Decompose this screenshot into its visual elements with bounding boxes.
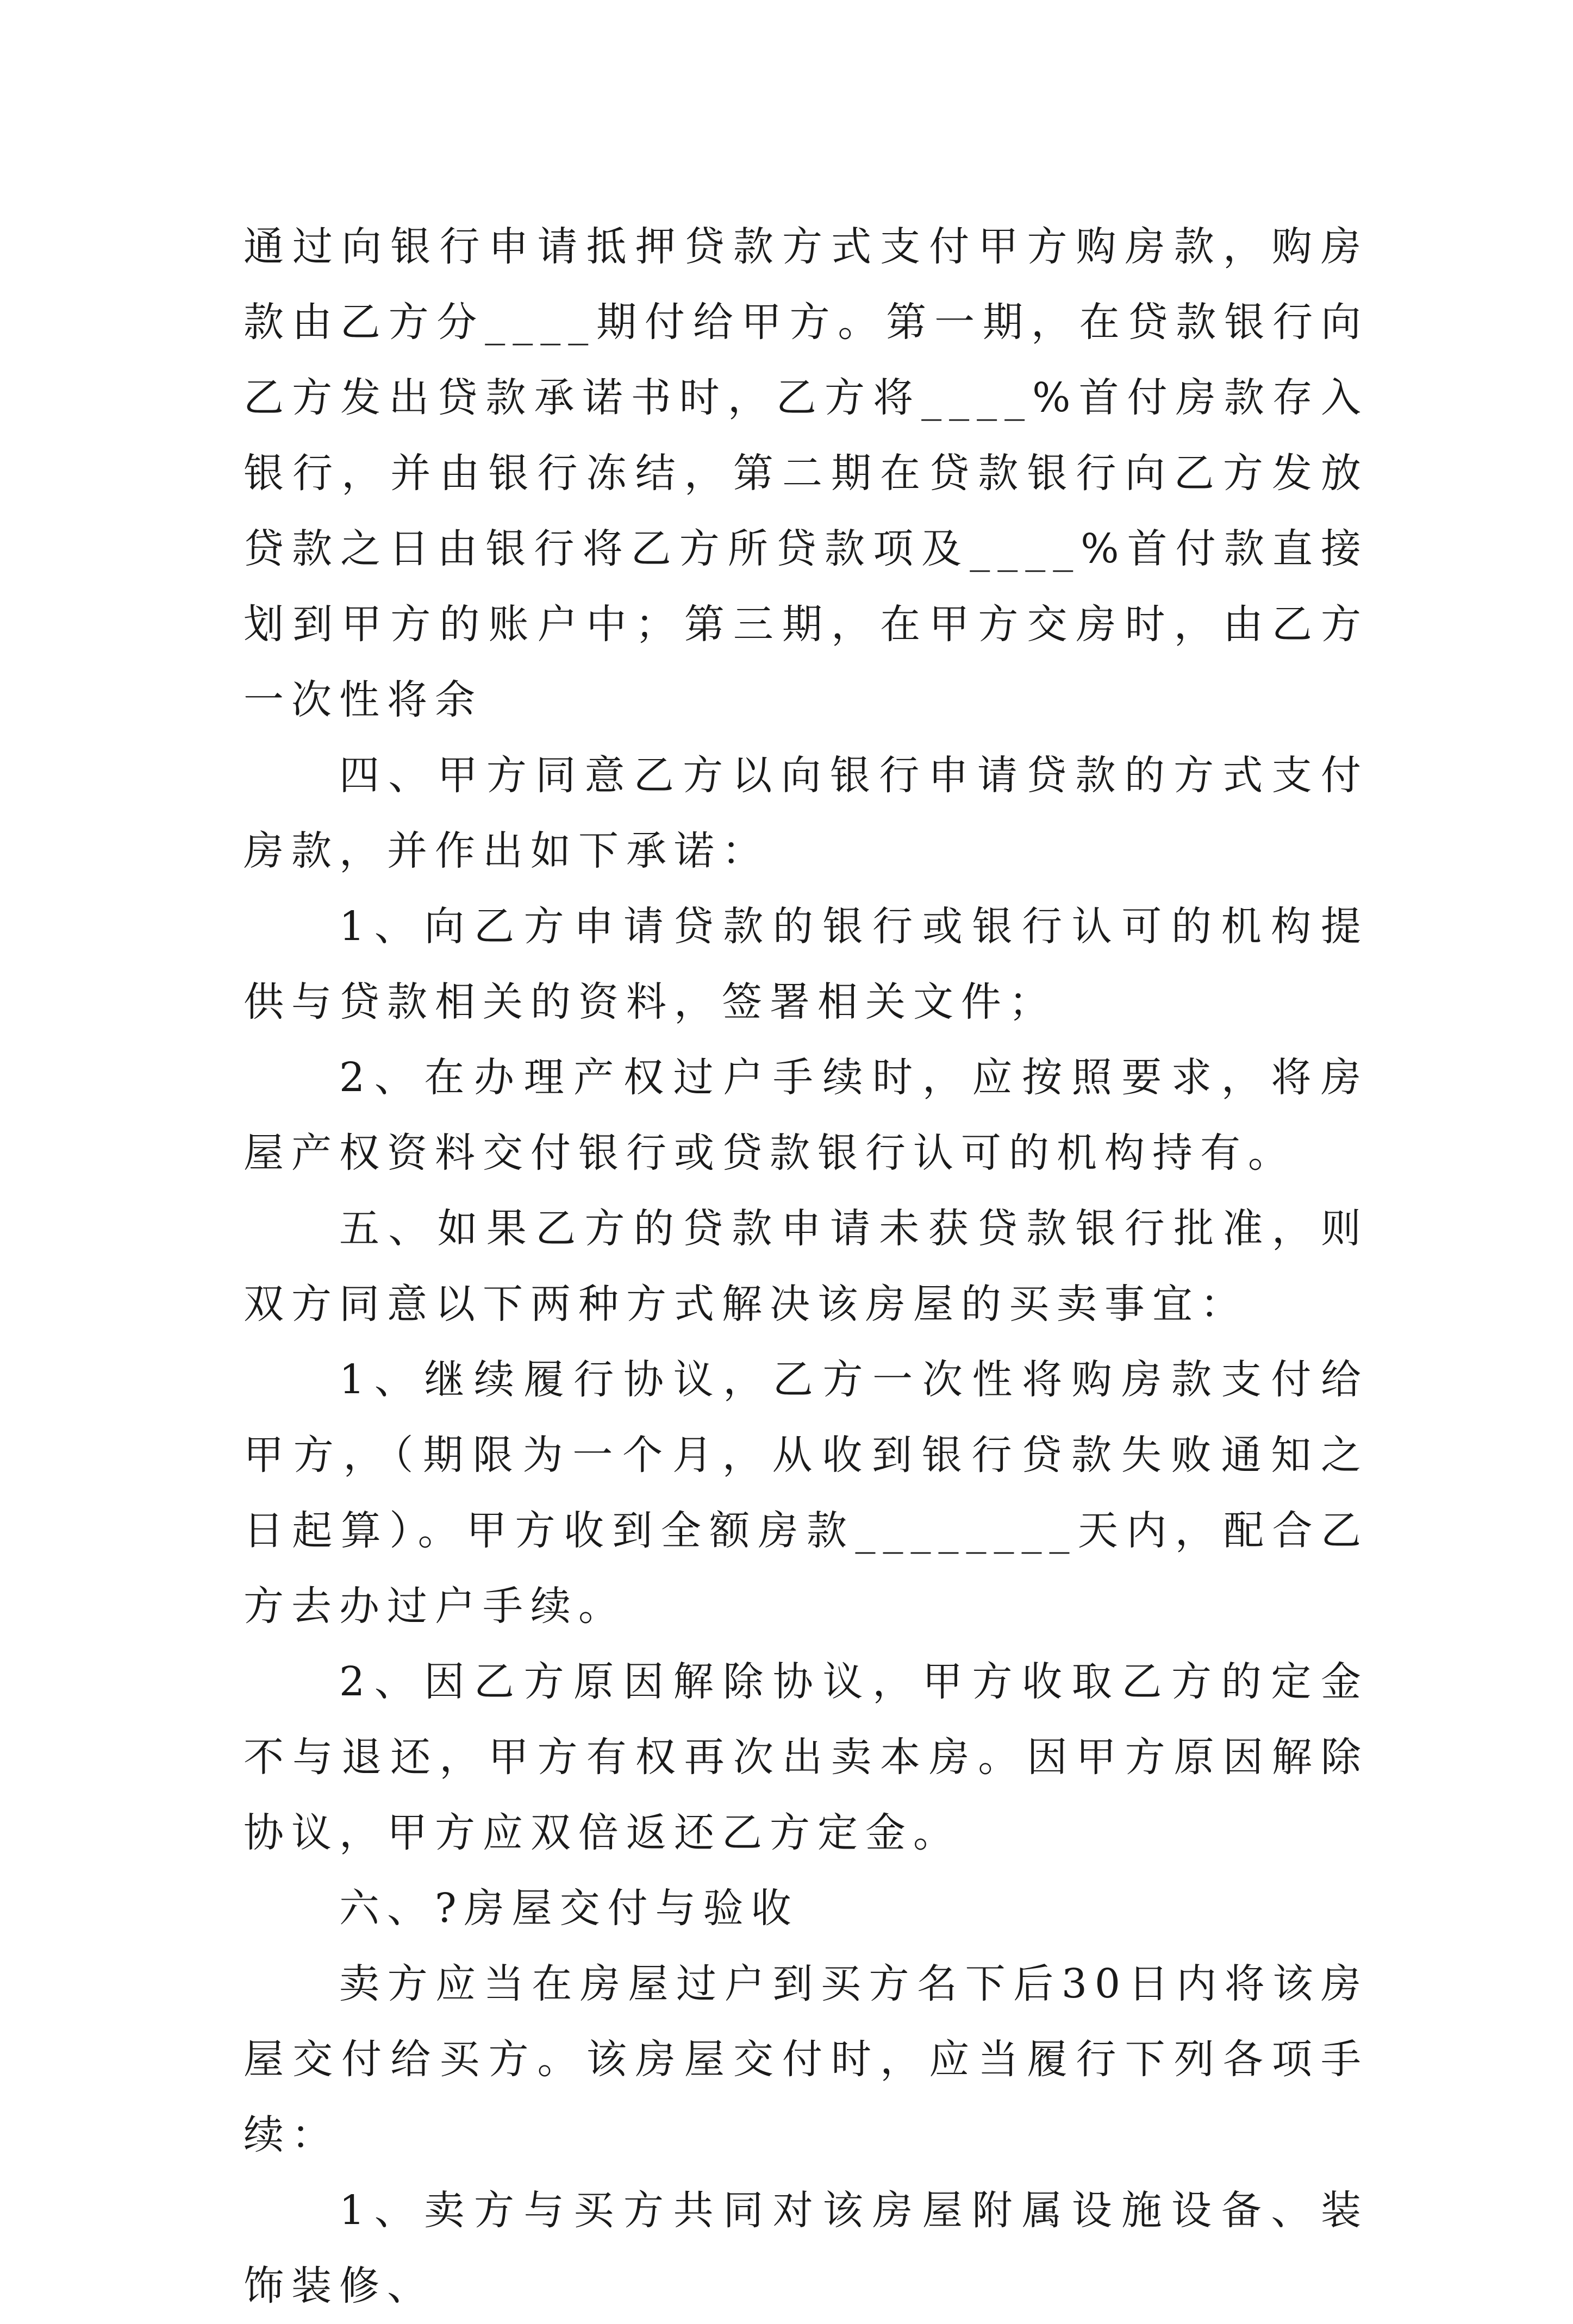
paragraph-section-four-item-2: 2、在办理产权过户手续时，应按照要求，将房屋产权资料交付银行或贷款银行认可的机构持有。 [244, 1054, 1369, 1176]
paragraph-section-four-item-1: 1、向乙方申请贷款的银行或银行认可的机构提供与贷款相关的资料，签署相关文件； [244, 903, 1369, 1025]
paragraph-section-six-heading: 六、?房屋交付与验收 [339, 1885, 799, 1932]
document-body [244, 209, 1369, 2324]
paragraph-loan-payment-terms: 通过向银行申请抵押贷款方式支付甲方购房款，购房款由乙方分____期付给甲方。第一期，在贷款银行向乙方发出贷款承诺书时，乙方将____%首付房款存入银行，并由银行冻结，第二期在贷款银行向乙方发放贷款之日由银行将乙方所贷款项及____%首付款直接划到甲方的账户中；第三期，在甲方交房时，由乙方一次性将余 [244, 223, 1369, 723]
paragraph-section-five-item-1: 1、继续履行协议，乙方一次性将购房款支付给甲方，（期限为一个月，从收到银行贷款失败通知之日起算）。甲方收到全额房款________天内，配合乙方去办过户手续。 [244, 1356, 1369, 1630]
paragraph-section-four: 四、甲方同意乙方以向银行申请贷款的方式支付房款，并作出如下承诺： [244, 752, 1369, 874]
paragraph-section-five: 五、如果乙方的贷款申请未获贷款银行批准，则双方同意以下两种方式解决该房屋的买卖事宜： [244, 1205, 1369, 1327]
paragraph-section-five-item-2: 2、因乙方原因解除协议，甲方收取乙方的定金不与退还，甲方有权再次出卖本房。因甲方原因解除协议，甲方应双倍返还乙方定金。 [244, 1658, 1369, 1856]
paragraph-section-six-body: 卖方应当在房屋过户到买方名下后30日内将该房屋交付给买方。该房屋交付时，应当履行下列各项手续： [244, 1960, 1369, 2158]
paragraph-section-six-item-1: 1、卖方与买方共同对该房屋附属设施设备、装饰装修、 [244, 2187, 1369, 2309]
